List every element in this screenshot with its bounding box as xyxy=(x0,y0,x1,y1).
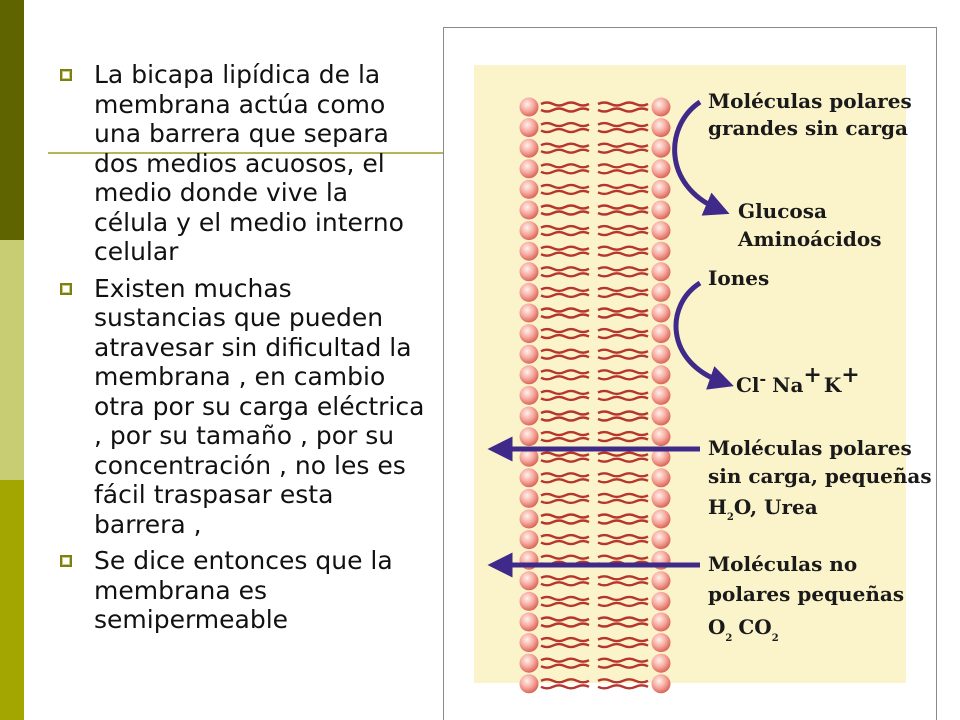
lipid-tail xyxy=(598,644,648,647)
label-small-polar-1: Moléculas polares xyxy=(708,436,912,460)
lipid-tail xyxy=(598,391,648,394)
phospholipid-head xyxy=(520,159,539,178)
phospholipid-head xyxy=(652,386,671,405)
phospholipid-head xyxy=(520,530,539,549)
phospholipid-head xyxy=(652,592,671,611)
lipid-tail xyxy=(541,170,589,173)
lipid-tail xyxy=(598,473,648,476)
lipid-tail xyxy=(541,418,589,421)
phospholipid-head xyxy=(652,427,671,446)
lipid-tail xyxy=(541,665,589,668)
phospholipid-head xyxy=(520,98,539,117)
phospholipid-head xyxy=(652,180,671,199)
lipid-tail xyxy=(541,412,589,415)
lipid-tail xyxy=(541,659,589,662)
phospholipid-head xyxy=(652,98,671,117)
phospholipid-head xyxy=(652,674,671,693)
phospholipid-head xyxy=(652,324,671,343)
lipid-tail xyxy=(598,150,648,153)
phospholipid-head xyxy=(652,613,671,632)
phospholipid-head xyxy=(520,262,539,281)
lipid-tail xyxy=(598,597,648,600)
phospholipid-head xyxy=(652,654,671,673)
lipid-tail xyxy=(541,226,589,229)
lipid-tail xyxy=(541,624,589,627)
lipid-tail xyxy=(598,232,648,235)
lipid-tail xyxy=(598,170,648,173)
phospholipid-head xyxy=(520,613,539,632)
lipid-tail xyxy=(598,329,648,332)
phospholipid-head xyxy=(652,139,671,158)
phospholipid-head xyxy=(652,118,671,137)
label-large-polar-1: Moléculas polares xyxy=(708,89,912,113)
lipid-tail xyxy=(541,150,589,153)
label-amino-acids: Aminoácidos xyxy=(738,227,882,251)
lipid-tail xyxy=(598,226,648,229)
lipid-tail xyxy=(598,679,648,682)
phospholipid-head xyxy=(652,510,671,529)
lipid-tail xyxy=(541,582,589,585)
curved-arrow-ions xyxy=(676,283,722,382)
phospholipid-head xyxy=(520,571,539,590)
bullet-text: La bicapa lipídica de la membrana actúa como una barrera que separa dos medios acuosos, el medio donde vive la célula y el medio interno celular xyxy=(94,60,404,266)
phospholipid-head xyxy=(520,345,539,364)
lipid-tail xyxy=(541,638,589,641)
lipid-tail xyxy=(598,350,648,353)
phospholipid-head xyxy=(520,427,539,446)
lipid-tail xyxy=(598,356,648,359)
lipid-tail xyxy=(598,535,648,538)
lipid-tail xyxy=(598,191,648,194)
lipid-tail xyxy=(598,212,648,215)
lipid-tail xyxy=(541,123,589,126)
lipid-tail xyxy=(541,164,589,167)
phospholipid-head xyxy=(520,654,539,673)
lipid-tail xyxy=(541,267,589,270)
lipid-tail xyxy=(598,576,648,579)
lipid-tail xyxy=(598,638,648,641)
lipid-tail xyxy=(541,644,589,647)
lipid-tail xyxy=(541,335,589,338)
lipid-tail xyxy=(598,494,648,497)
phospholipid-head xyxy=(652,571,671,590)
lipid-tail xyxy=(598,459,648,462)
phospholipid-head xyxy=(652,468,671,487)
phospholipid-head xyxy=(652,407,671,426)
lipid-tail xyxy=(541,597,589,600)
lipid-tail xyxy=(541,500,589,503)
lipid-tail xyxy=(598,515,648,518)
lipid-tail xyxy=(598,164,648,167)
lipid-tail xyxy=(598,541,648,544)
lipid-tail xyxy=(598,294,648,297)
phospholipid-head xyxy=(520,386,539,405)
lipid-tail xyxy=(598,659,648,662)
label-water-urea: $H_2O$, Urea xyxy=(708,495,818,523)
phospholipid-head xyxy=(652,633,671,652)
label-o2-co2: $O_2$ $CO_2$ xyxy=(708,615,779,644)
lipid-tail xyxy=(541,679,589,682)
lipid-tail xyxy=(598,185,648,188)
lipid-tail xyxy=(541,521,589,524)
lipid-tail xyxy=(541,103,589,106)
lipid-tail xyxy=(541,603,589,606)
phospholipid-head xyxy=(652,201,671,220)
lipid-tail xyxy=(598,273,648,276)
lipid-tail xyxy=(541,479,589,482)
lipid-tail xyxy=(541,556,589,559)
lipid-tail xyxy=(541,247,589,250)
lipid-tail xyxy=(541,576,589,579)
phospholipid-head xyxy=(520,118,539,137)
lipid-tail xyxy=(598,267,648,270)
lipid-tail xyxy=(598,315,648,318)
lipid-tail xyxy=(541,685,589,688)
label-nonpolar-1: Moléculas no xyxy=(708,552,858,576)
phospholipid-head xyxy=(652,159,671,178)
lipid-tail xyxy=(598,397,648,400)
lipid-tail xyxy=(598,521,648,524)
phospholipid-head xyxy=(520,592,539,611)
lipid-tail xyxy=(598,376,648,379)
lipid-tail xyxy=(541,288,589,291)
lipid-tail xyxy=(598,206,648,209)
lipid-tail xyxy=(598,438,648,441)
bullet-text: Se dice entonces que la membrana es semipermeable xyxy=(94,546,393,634)
phospholipid-head xyxy=(520,633,539,652)
phospholipid-head xyxy=(520,221,539,240)
lipid-tail xyxy=(541,391,589,394)
lipid-tail xyxy=(541,185,589,188)
lipid-tail xyxy=(541,432,589,435)
phospholipid-head xyxy=(652,283,671,302)
phospholipid-head xyxy=(520,242,539,261)
lipid-tail xyxy=(541,109,589,112)
label-large-polar-2: grandes sin carga xyxy=(708,116,908,140)
lipid-tail xyxy=(541,206,589,209)
phospholipid-head xyxy=(652,242,671,261)
lipid-tail xyxy=(541,212,589,215)
phospholipid-head xyxy=(652,262,671,281)
lipid-tail xyxy=(598,144,648,147)
phospholipid-head xyxy=(520,489,539,508)
lipid-tail xyxy=(598,309,648,312)
phospholipid-head xyxy=(520,407,539,426)
lipid-tail xyxy=(541,535,589,538)
lipid-bilayer xyxy=(520,98,671,694)
lipid-tail xyxy=(541,459,589,462)
lipid-tail xyxy=(598,109,648,112)
label-nonpolar-2: polares pequeñas xyxy=(708,582,905,606)
lipid-tail xyxy=(541,253,589,256)
lipid-tail xyxy=(598,624,648,627)
lipid-tail xyxy=(598,123,648,126)
lipid-tail xyxy=(541,315,589,318)
phospholipid-head xyxy=(652,530,671,549)
lipid-tail xyxy=(541,329,589,332)
label-ions: Iones xyxy=(708,266,770,290)
lipid-tail xyxy=(598,685,648,688)
lipid-tail xyxy=(541,541,589,544)
lipid-tail xyxy=(541,494,589,497)
bullet-text: Existen muchas sustancias que pueden atravesar sin dificultad la membrana , en cambio otra por su carga eléctrica , por su tamaño , por su concentración , no les es fácil traspasar esta barrera , xyxy=(94,273,425,539)
phospholipid-head xyxy=(520,180,539,199)
lipid-tail xyxy=(598,453,648,456)
lipid-tail xyxy=(598,582,648,585)
lipid-tail xyxy=(598,370,648,373)
lipid-tail xyxy=(541,515,589,518)
lipid-tail xyxy=(541,376,589,379)
lipid-tail xyxy=(541,350,589,353)
label-ion-species: Cl- Na+ K+ xyxy=(736,362,860,397)
phospholipid-head xyxy=(520,365,539,384)
label-small-polar-2: sin carga, pequeñas xyxy=(708,464,932,488)
lipid-tail xyxy=(541,438,589,441)
lipid-tail xyxy=(541,129,589,132)
lipid-tail xyxy=(541,618,589,621)
lipid-tail xyxy=(541,232,589,235)
phospholipid-head xyxy=(520,283,539,302)
lipid-tail xyxy=(598,103,648,106)
lipid-tail xyxy=(598,479,648,482)
phospholipid-head xyxy=(520,510,539,529)
lipid-tail xyxy=(598,247,648,250)
lipid-tail xyxy=(541,191,589,194)
lipid-tail xyxy=(598,665,648,668)
phospholipid-head xyxy=(520,139,539,158)
lipid-tail xyxy=(541,294,589,297)
lipid-tail xyxy=(598,129,648,132)
lipid-tail xyxy=(541,453,589,456)
label-glucose: Glucosa xyxy=(738,199,827,223)
lipid-tail xyxy=(598,500,648,503)
phospholipid-head xyxy=(652,489,671,508)
lipid-tail xyxy=(541,273,589,276)
lipid-tail xyxy=(541,309,589,312)
phospholipid-head xyxy=(520,468,539,487)
lipid-tail xyxy=(541,473,589,476)
lipid-tail xyxy=(541,397,589,400)
phospholipid-head xyxy=(652,345,671,364)
phospholipid-head xyxy=(652,221,671,240)
lipid-tail xyxy=(598,603,648,606)
lipid-tail xyxy=(598,288,648,291)
lipid-tail xyxy=(598,253,648,256)
lipid-tail xyxy=(598,556,648,559)
lipid-tail xyxy=(598,335,648,338)
phospholipid-head xyxy=(520,304,539,323)
lipid-tail xyxy=(598,412,648,415)
phospholipid-head xyxy=(652,304,671,323)
phospholipid-head xyxy=(520,674,539,693)
phospholipid-head xyxy=(652,365,671,384)
lipid-tail xyxy=(598,618,648,621)
lipid-tail xyxy=(598,418,648,421)
lipid-tail xyxy=(541,370,589,373)
phospholipid-head xyxy=(520,324,539,343)
lipid-tail xyxy=(541,144,589,147)
lipid-tail xyxy=(541,356,589,359)
phospholipid-head xyxy=(520,201,539,220)
lipid-tail xyxy=(598,432,648,435)
